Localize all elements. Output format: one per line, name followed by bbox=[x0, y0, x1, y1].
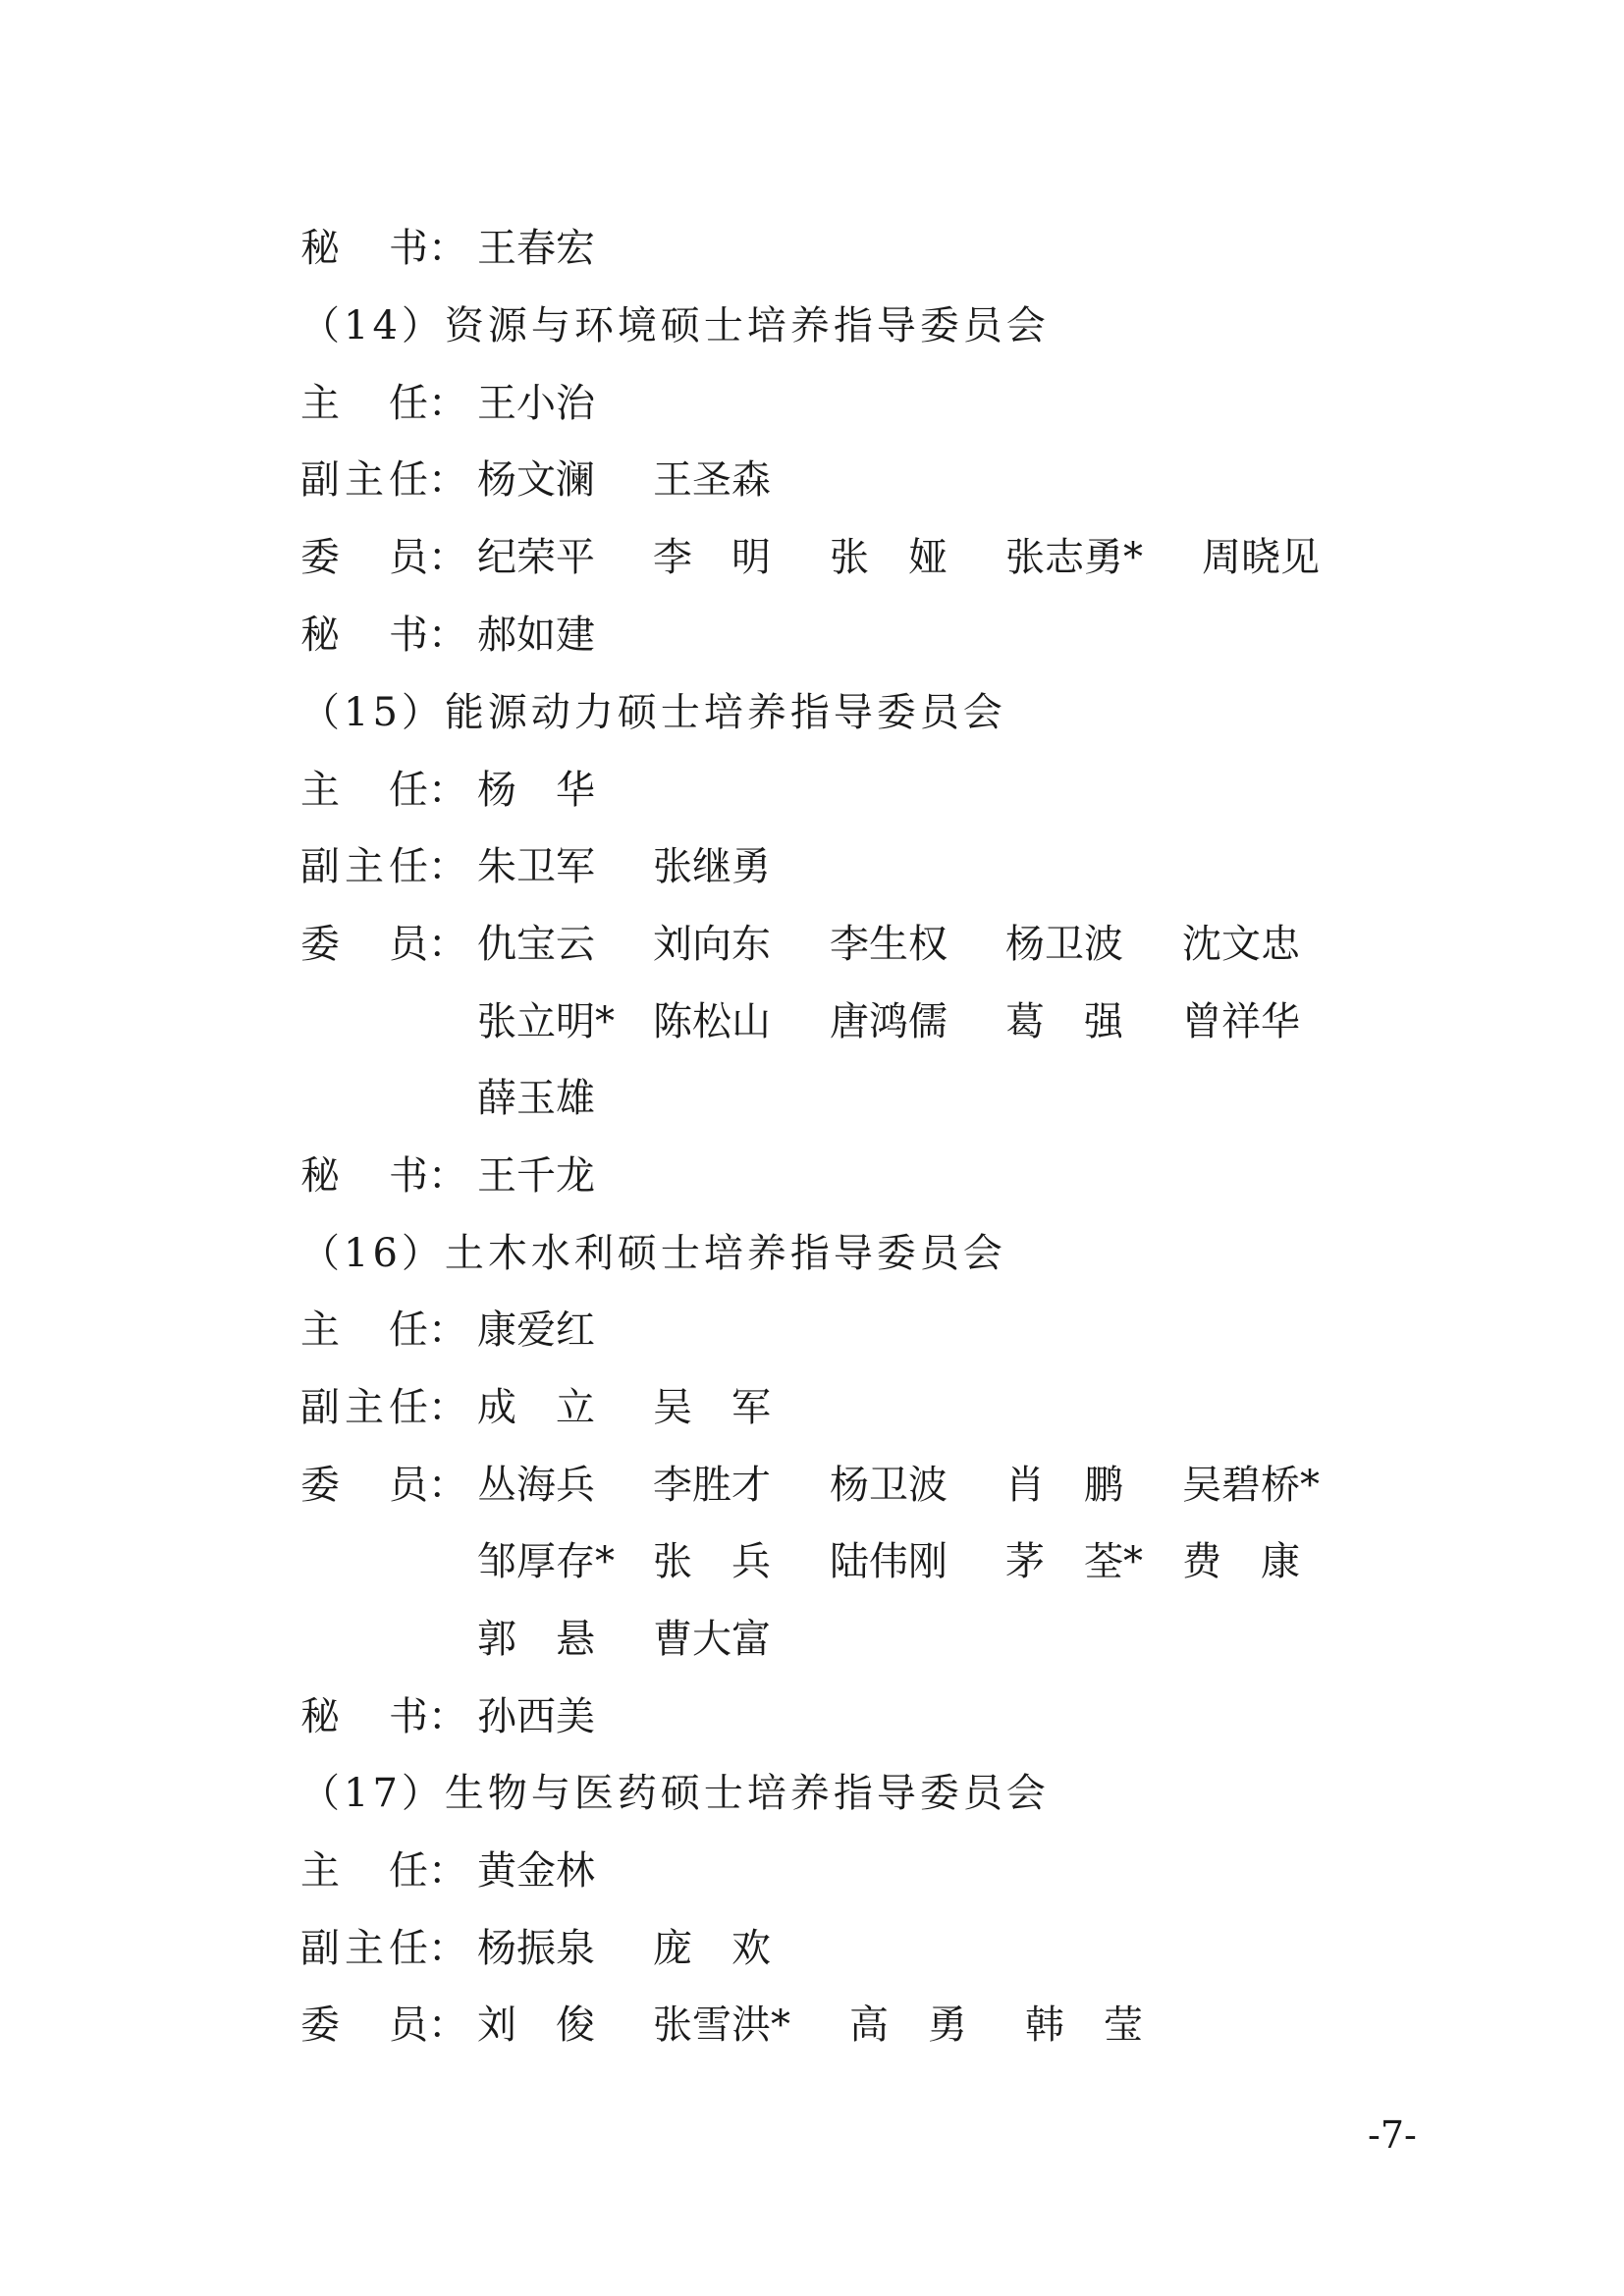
member-name: 曾祥华 bbox=[1182, 999, 1300, 1044]
member-name: 茅 荃* bbox=[1005, 1539, 1143, 1584]
member-name: 杨卫波 bbox=[830, 1463, 947, 1508]
member-name: 张立明* bbox=[477, 999, 615, 1044]
member-name: 李胜才 bbox=[653, 1463, 771, 1508]
role-label: 秘 书 ： bbox=[300, 613, 467, 658]
member-name: 陆伟刚 bbox=[830, 1539, 947, 1584]
member-name: 杨卫波 bbox=[1005, 922, 1123, 967]
member-name: 郝如建 bbox=[477, 613, 595, 658]
role-label: 副 主 任： bbox=[300, 844, 467, 889]
member-name: 葛 强 bbox=[1005, 999, 1123, 1044]
member-name: 孙西美 bbox=[477, 1694, 595, 1739]
member-name: 费 康 bbox=[1182, 1539, 1300, 1584]
member-name: 王千龙 bbox=[477, 1153, 595, 1199]
member-name: 丛海兵 bbox=[477, 1463, 595, 1508]
member-name: 张志勇* bbox=[1005, 535, 1143, 580]
committee-heading: （14）资源与环境硕士培养指导委员会 bbox=[300, 303, 1050, 348]
role-label: 主 任 ： bbox=[300, 381, 467, 426]
member-name: 刘向东 bbox=[653, 922, 771, 967]
role-label: 主 任 ： bbox=[300, 1848, 467, 1894]
member-name: 吴碧桥* bbox=[1182, 1463, 1320, 1508]
role-label: 副 主 任： bbox=[300, 457, 467, 503]
role-label: 委 员 ： bbox=[300, 1463, 467, 1508]
member-name: 成 立 bbox=[477, 1385, 595, 1430]
member-name: 肖 鹏 bbox=[1005, 1463, 1123, 1508]
member-name: 张继勇 bbox=[653, 844, 771, 889]
member-name: 曹大富 bbox=[653, 1617, 771, 1662]
role-label: 委 员 ： bbox=[300, 535, 467, 580]
role-label: 委 员 ： bbox=[300, 922, 467, 967]
role-label: 秘 书 ： bbox=[300, 226, 467, 271]
member-name: 朱卫军 bbox=[477, 844, 595, 889]
member-name: 周晓见 bbox=[1202, 535, 1320, 580]
member-name: 李 明 bbox=[653, 535, 771, 580]
member-name: 薛玉雄 bbox=[477, 1076, 595, 1121]
committee-heading: （16）土木水利硕士培养指导委员会 bbox=[300, 1231, 1006, 1276]
member-name: 唐鸿儒 bbox=[830, 999, 947, 1044]
member-name: 张雪洪* bbox=[653, 2002, 790, 2048]
role-label: 委 员 ： bbox=[300, 2002, 467, 2048]
member-name: 杨 华 bbox=[477, 768, 595, 813]
member-name: 韩 莹 bbox=[1025, 2002, 1143, 2048]
member-name: 邹厚存* bbox=[477, 1539, 615, 1584]
role-label: 副 主 任： bbox=[300, 1926, 467, 1971]
member-name: 康爱红 bbox=[477, 1308, 595, 1353]
member-name: 刘 俊 bbox=[477, 2002, 595, 2048]
role-label: 主 任 ： bbox=[300, 1308, 467, 1353]
member-name: 纪荣平 bbox=[477, 535, 595, 580]
role-label: 副 主 任： bbox=[300, 1385, 467, 1430]
member-name: 郭 悬 bbox=[477, 1617, 595, 1662]
committee-heading: （17）生物与医药硕士培养指导委员会 bbox=[300, 1771, 1050, 1816]
member-name: 陈松山 bbox=[653, 999, 771, 1044]
member-name: 庞 欢 bbox=[653, 1926, 771, 1971]
committee-heading: （15）能源动力硕士培养指导委员会 bbox=[300, 690, 1006, 735]
page-number: -7- bbox=[1368, 2113, 1417, 2157]
member-name: 吴 军 bbox=[653, 1385, 771, 1430]
member-name: 李生权 bbox=[830, 922, 947, 967]
role-label: 主 任 ： bbox=[300, 768, 467, 813]
member-name: 高 勇 bbox=[849, 2002, 967, 2048]
member-name: 仇宝云 bbox=[477, 922, 595, 967]
member-name: 沈文忠 bbox=[1182, 922, 1300, 967]
member-name: 张 娅 bbox=[830, 535, 947, 580]
member-name: 杨振泉 bbox=[477, 1926, 595, 1971]
member-name: 杨文澜 bbox=[477, 457, 595, 503]
member-name: 王春宏 bbox=[477, 226, 595, 271]
role-label: 秘 书 ： bbox=[300, 1694, 467, 1739]
member-name: 黄金林 bbox=[477, 1848, 595, 1894]
member-name: 王小治 bbox=[477, 381, 595, 426]
role-label: 秘 书 ： bbox=[300, 1153, 467, 1199]
member-name: 王圣森 bbox=[653, 457, 771, 503]
member-name: 张 兵 bbox=[653, 1539, 771, 1584]
